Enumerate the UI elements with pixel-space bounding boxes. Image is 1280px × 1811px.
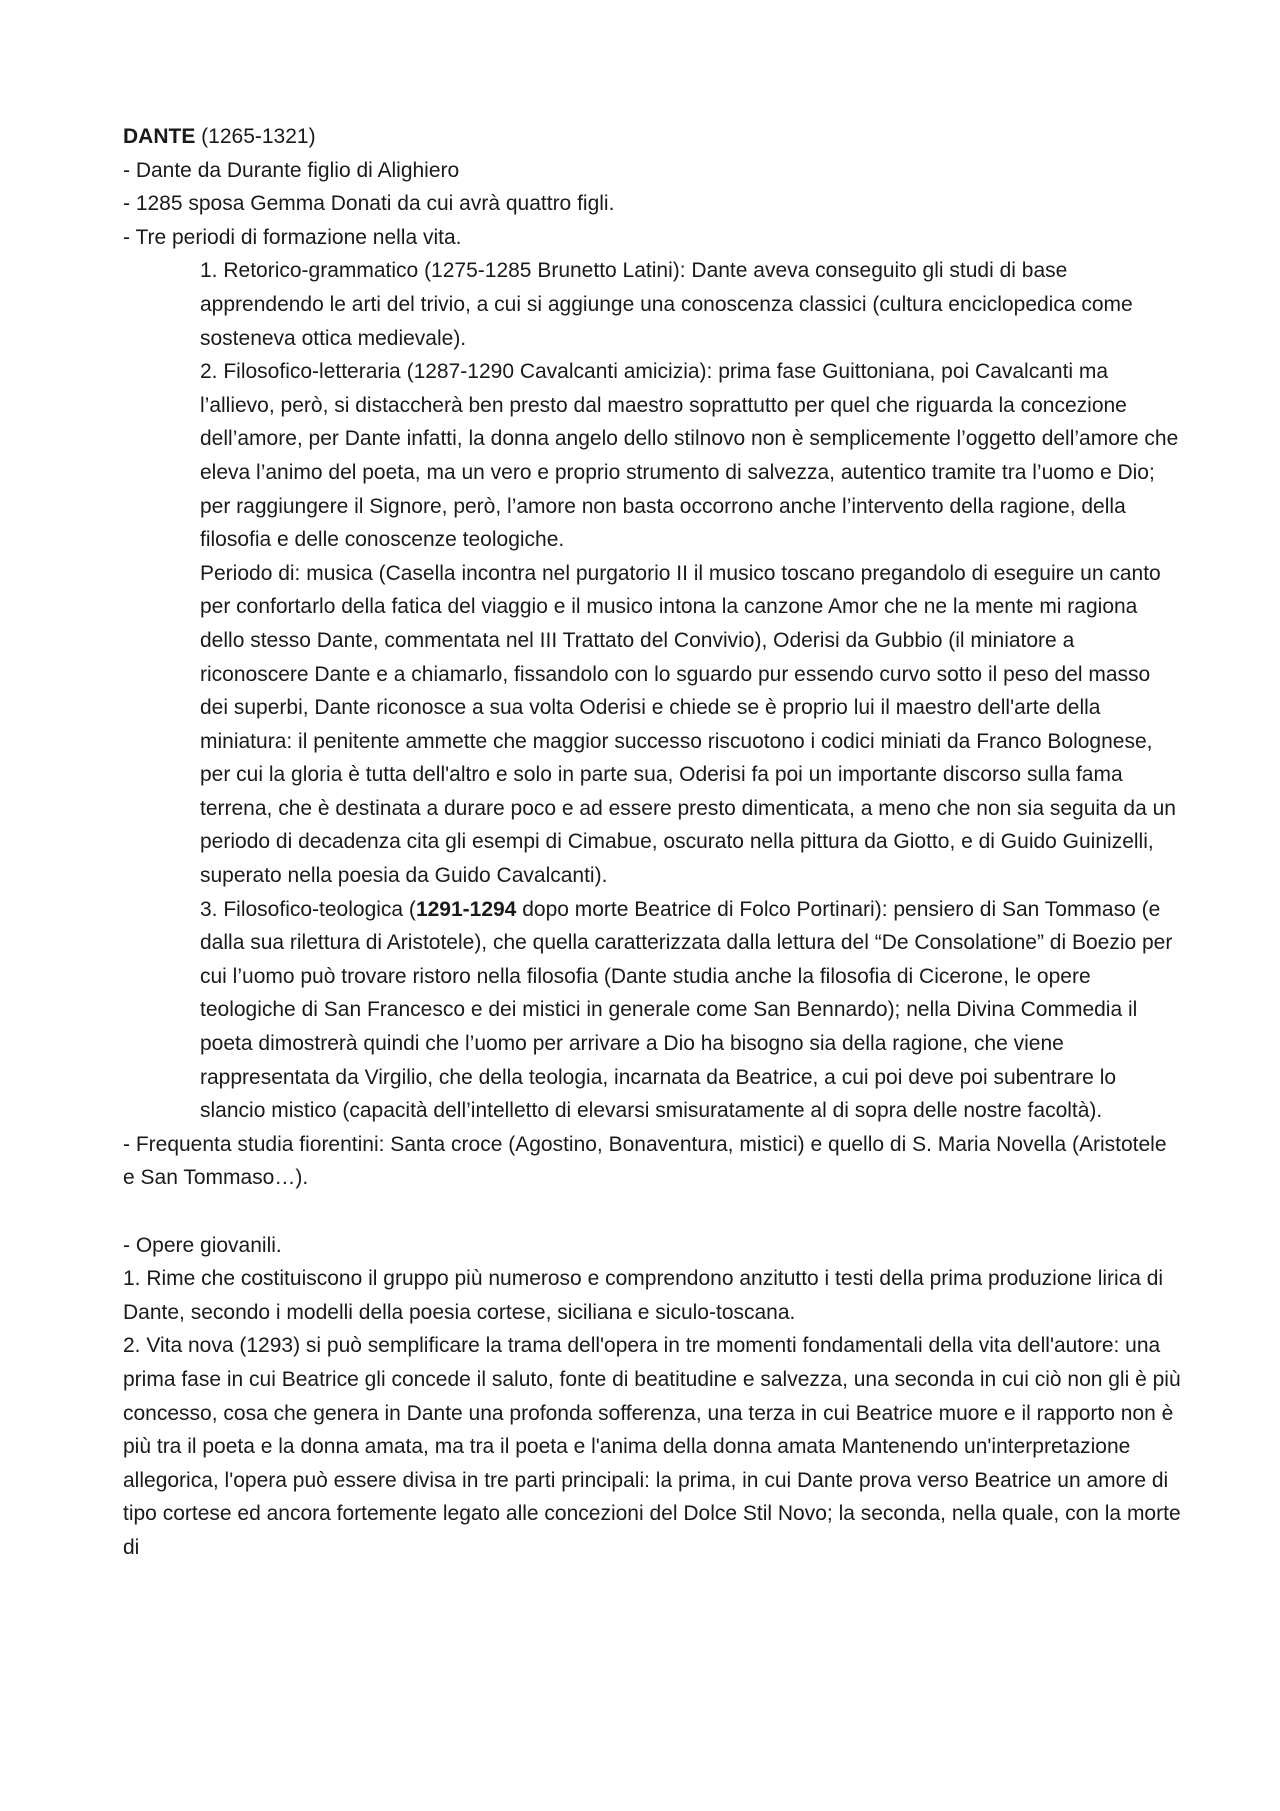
title-dates: (1265-1321) xyxy=(195,125,316,148)
title-name: DANTE xyxy=(123,125,196,148)
intro-line-1: - Dante da Durante figlio di Alighiero xyxy=(123,158,460,182)
opere-heading: - Opere giovanili. xyxy=(123,1233,282,1257)
document-page xyxy=(123,120,1183,1565)
studia-paragraph: - Frequenta studia fiorentini: Santa croce (Agostino, Bonaventura, mistici) e quello di S. Maria Novella (Aristotele e San Tommaso…). xyxy=(123,1132,1167,1190)
period-3-text: dopo morte Beatrice di Folco Portinari): pensiero di San Tommaso (e dalla sua rilettura di Aristotele), che quella caratterizzata dalla lettura del “De Consolatione” di Boezio per cui l’uomo può trovare ristoro nella filosofia (Dante studia anche la filosofia di Cicerone, le opere teologiche di San Francesco e dei mistici in generale come San Bennardo); nella Divina Commedia il poeta dimostrerà quindi che l’uomo per arrivare a Dio ha bisogno sia della ragione, che viene rappresentata da Virgilio, che della teologia, incarnata da Beatrice, a cui poi deve poi subentrare lo slancio mistico (capacità dell’intelletto di elevarsi smisuratamente al di sopra delle nostre facoltà). xyxy=(200,897,1173,1123)
intro-line-2: - 1285 sposa Gemma Donati da cui avrà quattro figli. xyxy=(123,192,615,216)
period-3-dates: 1291-1294 xyxy=(415,897,517,921)
period-2: 2. Filosofico-letteraria (1287-1290 Cavalcanti amicizia): prima fase Guittoniana, poi Cavalcanti ma l’allievo, però, si distaccherà ben presto dal maestro soprattutto per quel che riguarda la concezione dell’amore, per Dante infatti, la donna angelo dello stilnovo non è semplicemente l’oggetto dell’amore che eleva l’animo del poeta, ma un vero e proprio strumento di salvezza, autentico tramite tra l’uomo e Dio; per raggiungere il Signore, però, l’amore non basta occorrono anche l’intervento della ragione, della filosofia e delle conoscenze teologiche. xyxy=(200,360,1179,552)
blank-line xyxy=(123,1195,1183,1229)
page-title xyxy=(123,120,1183,154)
period-2-examples: Periodo di: musica (Casella incontra nel purgatorio II il musico toscano pregandolo di eseguire un canto per confortarlo della fatica del viaggio e il musico intona la canzone Amor che ne la mente mi ragiona dello stesso Dante, commentata nel III Trattato del Convivio), Oderisi da Gubbio (il miniatore a riconoscere Dante e a chiamarlo, fissandolo con lo sguardo pur essendo curvo sotto il peso del masso dei superbi, Dante riconosce a sua volta Oderisi e chiede se è proprio lui il maestro dell'arte della miniatura: il penitente ammette che maggior successo riscuotono i codici miniati da Franco Bolognese, per cui la gloria è tutta dell'altro e solo in parte sua, Oderisi fa poi un importante discorso sulla fama terrena, che è destinata a durare poco e ad essere presto dimenticata, a meno che non sia seguita da un periodo di decadenza cita gli esempi di Cimabue, oscurato nella pittura da Giotto, e di Guido Guinizelli, superato nella poesia da Guido Cavalcanti). xyxy=(200,561,1176,888)
opere-item-1: 1. Rime che costituiscono il gruppo più numeroso e comprendono anzitutto i testi della prima produzione lirica di Dante, secondo i modelli della poesia cortese, siciliana e siculo-toscana. xyxy=(123,1267,1164,1324)
opere-item-2: 2. Vita nova (1293) si può semplificare la trama dell'opera in tre momenti fondamentali della vita dell'autore: una prima fase in cui Beatrice gli concede il saluto, fonte di beatitudine e salvezza, una seconda in cui ciò non gli è più concesso, cosa che genera in Dante una profonda sofferenza, una terza in cui Beatrice muore e il rapporto non è più tra il poeta e la donna amata, ma tra il poeta e l'anima della donna amata Mantenendo un'interpretazione allegorica, l'opera può essere divisa in tre parti principali: la prima, in cui Dante prova verso Beatrice un amore di tipo cortese ed ancora fortemente legato alle concezioni del Dolce Stil Novo; la seconda, nella quale, con la morte di xyxy=(123,1334,1181,1559)
period-3-prefix: 3. Filosofico-teologica ( xyxy=(200,897,416,921)
period-3 xyxy=(123,893,1183,1128)
period-1: 1. Retorico-grammatico (1275-1285 Brunetto Latini): Dante aveva conseguito gli studi di base apprendendo le arti del trivio, a cui si aggiunge una conoscenza classici (cultura enciclopedica come sosteneva ottica medievale). xyxy=(200,259,1133,350)
intro-line-3: - Tre periodi di formazione nella vita. xyxy=(123,225,462,249)
